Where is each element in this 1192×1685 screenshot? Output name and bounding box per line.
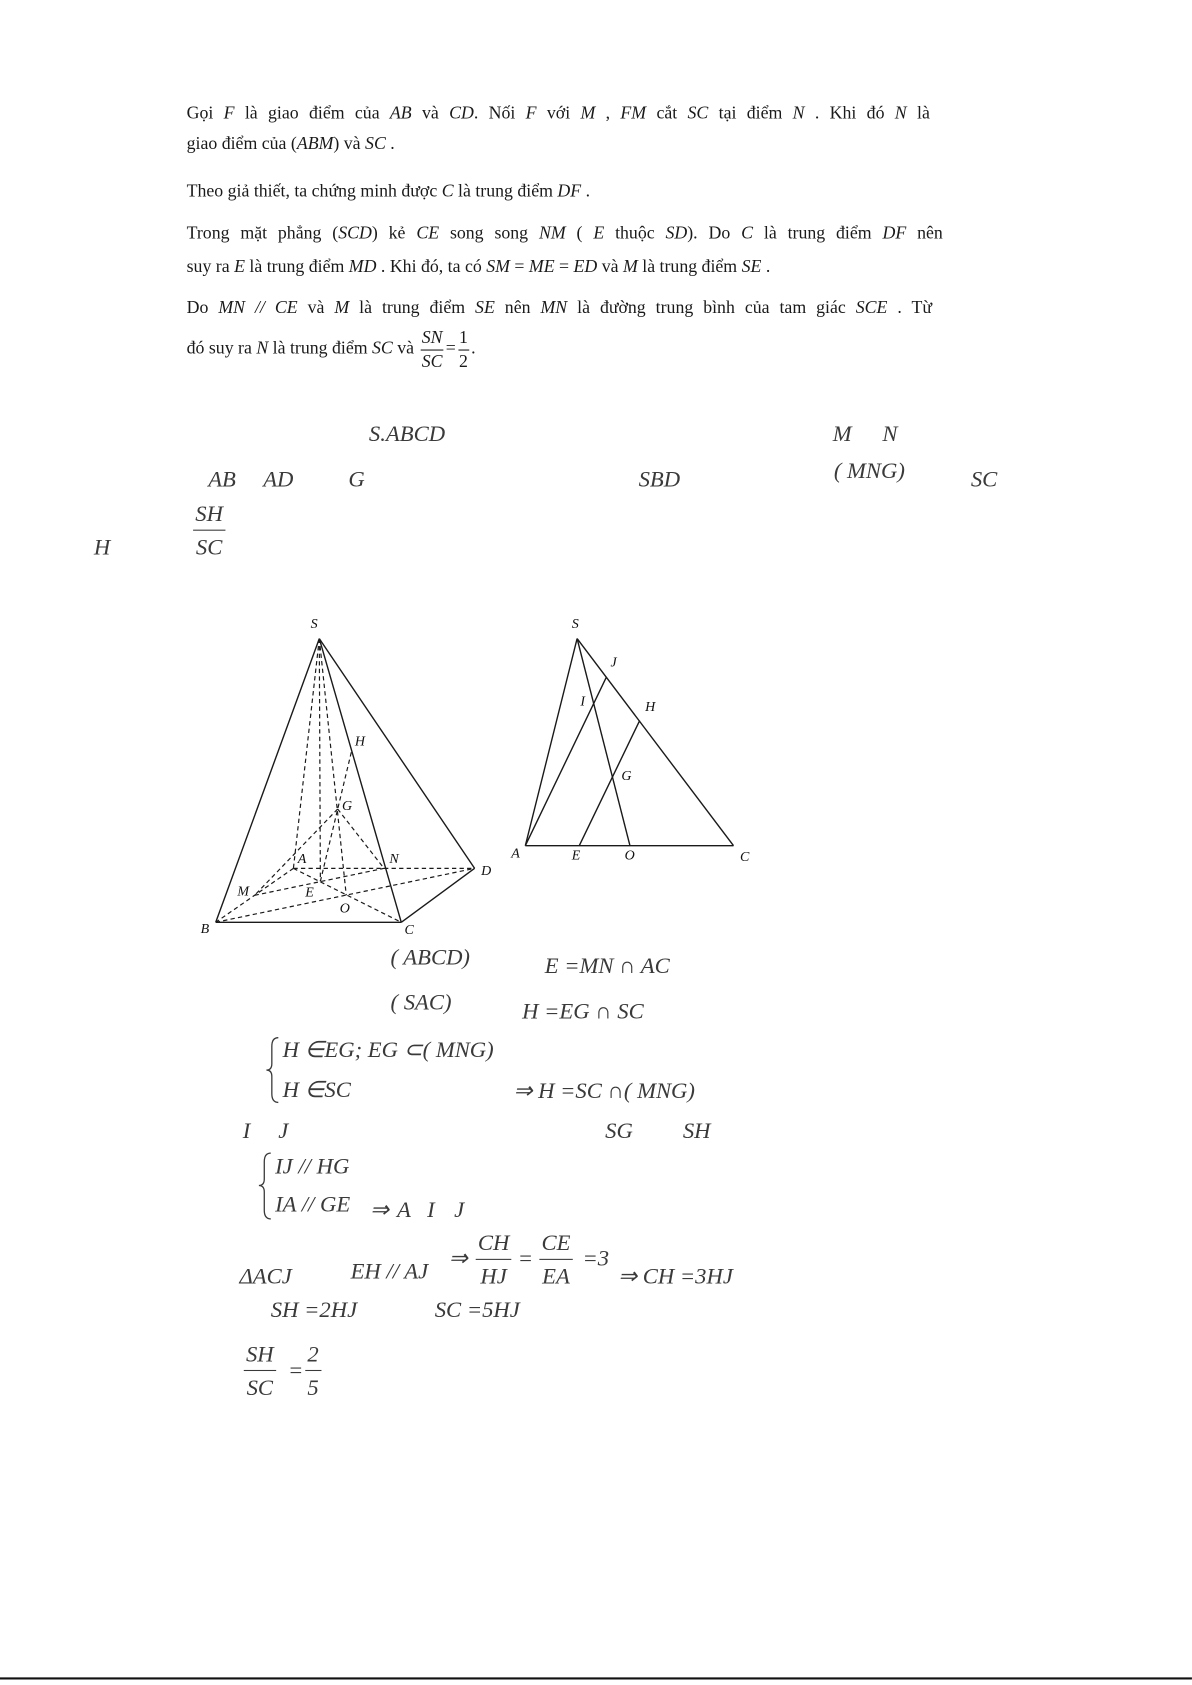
text-run: ) — [333, 132, 340, 154]
segment-aj — [525, 677, 606, 845]
label-s: S — [310, 616, 318, 632]
ratio-ch-hj — [476, 1226, 512, 1292]
math-symbol: DF — [557, 180, 582, 201]
triangle-acj: ΔACJ — [239, 1263, 292, 1290]
plane-abcd: ( ABCD) — [390, 943, 470, 970]
math-symbol: M — [622, 255, 638, 277]
collinear-i: I — [427, 1196, 435, 1223]
math-symbol: E — [234, 255, 245, 277]
math-symbol: SC — [372, 337, 393, 359]
math-symbol: FM — [620, 102, 647, 123]
math-symbol: SC — [365, 132, 386, 154]
point-i: I — [242, 1117, 251, 1144]
segment-ab: AB — [208, 465, 236, 492]
label-d: D — [481, 863, 492, 879]
math-symbol: MN — [540, 296, 568, 318]
math-symbol: ED — [573, 255, 598, 277]
text-run: . Từ — [887, 296, 932, 318]
fraction-denominator: 5 — [307, 1374, 319, 1401]
math-symbol: CD — [449, 102, 474, 123]
solution-line-4 — [187, 222, 943, 244]
plane-sac: ( SAC) — [390, 989, 452, 1016]
edge-sd — [319, 639, 474, 869]
segment-so — [319, 639, 346, 896]
text-run: ( — [332, 222, 339, 243]
text-run: song song — [439, 222, 539, 243]
point-m: M — [832, 420, 852, 447]
math-symbol: SE — [475, 296, 495, 318]
label-n: N — [389, 851, 399, 867]
text-run: Do — [186, 296, 219, 318]
math-symbol: MN // CE — [218, 296, 298, 318]
edge-sb — [216, 639, 320, 923]
label-g: G — [341, 799, 353, 815]
math-symbol: N — [894, 102, 907, 123]
text-run: Gọi — [186, 102, 224, 123]
system-1-line-1: H ∈EG; EG ⊂( MNG) — [282, 1036, 494, 1063]
parallel-eh-aj: EH // AJ — [350, 1257, 429, 1284]
math-symbol: N — [792, 102, 805, 123]
system-brace-2 — [259, 1153, 271, 1219]
text-run: kẻ — [377, 222, 417, 243]
ratio-ce-ea — [539, 1226, 572, 1292]
text-run: . Khi đó — [804, 102, 895, 123]
math-symbol: E — [593, 222, 605, 243]
text-run: là — [906, 102, 930, 123]
triangle-figure — [510, 617, 750, 865]
math-symbol: ABM — [296, 132, 334, 154]
solution-line-2 — [187, 133, 395, 155]
fraction-denominator: 2 — [459, 350, 468, 371]
text-run: ( — [565, 222, 594, 243]
final-value — [305, 1338, 321, 1404]
math-symbol: SCE — [855, 296, 888, 318]
math-symbol: CE — [416, 222, 440, 243]
fraction-numerator: CE — [539, 1226, 572, 1259]
text-run: . — [385, 132, 395, 154]
math-symbol: F — [223, 102, 235, 123]
system-2-line-1: IJ // HG — [275, 1153, 350, 1180]
triangle-sbd: SBD — [638, 465, 681, 492]
math-symbol: C — [741, 222, 753, 243]
point-n: N — [882, 420, 898, 447]
text-run: thuộc — [604, 222, 666, 243]
conclusion-1: ⇒ H =SC ∩( MNG) — [513, 1077, 695, 1104]
text-run: và — [597, 255, 623, 277]
implies-arrow: ⇒ — [369, 1196, 389, 1223]
solution-line-5 — [187, 256, 771, 278]
solution-line-1 — [187, 102, 930, 124]
text-run: nên — [494, 296, 541, 318]
math-symbol: DF — [882, 222, 907, 243]
text-run: , — [595, 102, 621, 123]
segment-se — [319, 639, 320, 882]
text-run: = — [554, 255, 574, 277]
math-symbol: N — [256, 337, 269, 359]
text-run: và — [297, 296, 335, 318]
text-run: . — [471, 337, 476, 359]
text-run: là trung điểm — [753, 222, 883, 243]
math-symbol: SC — [687, 102, 709, 123]
final-ratio-sh-sc — [244, 1338, 276, 1404]
segment-gm — [255, 809, 338, 895]
math-symbol: C — [441, 180, 454, 201]
collinear-a: A — [396, 1196, 411, 1223]
sc-equation: SC =5HJ — [434, 1296, 520, 1323]
label-m: M — [237, 884, 250, 900]
segment-so — [577, 639, 630, 846]
fraction-numerator: 1 — [458, 327, 469, 350]
math-symbol: SCD — [338, 222, 372, 243]
fraction-numerator: 2 — [305, 1338, 321, 1371]
sh-equation: SH =2HJ — [270, 1296, 358, 1323]
text-run: là trung điểm — [244, 255, 349, 277]
point-h: H — [93, 533, 111, 560]
fraction-numerator: SN — [421, 327, 444, 350]
label-i: I — [580, 694, 586, 710]
text-run: . — [581, 180, 591, 201]
fraction-numerator: SH — [244, 1338, 276, 1371]
math-symbol: MD — [348, 255, 377, 277]
math-symbol: SM — [486, 255, 510, 277]
fraction-numerator: CH — [476, 1226, 512, 1259]
final-equals-sign: = — [288, 1357, 304, 1383]
text-run: Theo giả thiết, ta chứng minh được — [186, 180, 442, 201]
text-run: và — [339, 132, 366, 154]
e-definition: E =MN ∩ AC — [544, 952, 670, 979]
text-run: đó suy ra — [186, 337, 257, 359]
label-o: O — [339, 901, 350, 917]
fraction-numerator: SH — [193, 497, 225, 530]
math-symbol: AB — [389, 102, 412, 123]
text-run: ( — [290, 132, 297, 154]
edge-sa — [525, 639, 577, 846]
label-s: S — [571, 616, 579, 632]
text-run: là giao điểm của — [234, 102, 390, 123]
text-run: là đường trung bình của tam giác — [567, 296, 856, 318]
implies-arrow-2: ⇒ — [448, 1244, 468, 1271]
solution-line-6 — [187, 297, 932, 319]
label-o: O — [624, 848, 635, 864]
text-run: cắt — [646, 102, 688, 123]
fraction-denominator: SC — [421, 350, 443, 371]
point-j: J — [278, 1117, 289, 1144]
math-symbol: F — [525, 102, 537, 123]
text-run: là trung điểm — [268, 337, 373, 359]
math-symbol: M — [334, 296, 350, 318]
segment-ad: AD — [263, 465, 294, 492]
label-g: G — [621, 768, 632, 784]
text-run: giao điểm của — [186, 132, 291, 154]
text-run: . Khi đó, ta có — [376, 255, 487, 277]
text-run: và — [392, 337, 419, 359]
label-b: B — [200, 922, 210, 938]
pyramid-figure — [201, 617, 492, 938]
solution-line-3 — [187, 180, 590, 202]
collinear-j: J — [454, 1196, 465, 1223]
text-run: là trung điểm — [349, 296, 476, 318]
text-run: Trong mặt phẳng — [186, 222, 333, 243]
h-definition: H =EG ∩ SC — [522, 997, 644, 1024]
label-a: A — [297, 851, 307, 867]
label-h: H — [354, 734, 366, 750]
system-1-line-2: H ∈SC — [282, 1076, 351, 1103]
text-run: = — [509, 255, 529, 277]
label-c: C — [404, 923, 414, 939]
text-run: là trung điểm — [637, 255, 742, 277]
segment-sh: SH — [682, 1117, 711, 1144]
result-ch: ⇒ CH =3HJ — [618, 1263, 733, 1290]
segment-eh — [320, 751, 351, 882]
math-symbol: M — [580, 102, 596, 123]
fraction-denominator: HJ — [480, 1263, 507, 1290]
text-run: ). Do — [687, 222, 742, 243]
fraction-denominator: SC — [195, 533, 223, 560]
segment-sg: SG — [605, 1117, 633, 1144]
math-symbol: SE — [741, 255, 762, 277]
system-2-line-2: IA // GE — [275, 1190, 351, 1217]
plane-mng: ( MNG) — [833, 457, 905, 484]
fraction-denominator: SC — [246, 1374, 274, 1401]
math-symbol: ME — [528, 255, 555, 277]
text-run: . — [761, 255, 771, 277]
label-a: A — [511, 846, 520, 862]
text-run: với — [536, 102, 581, 123]
text-run: và — [411, 102, 450, 123]
math-symbol: NM — [538, 222, 566, 243]
label-c: C — [739, 849, 750, 865]
system-brace-1 — [266, 1038, 278, 1103]
text-run: = — [445, 337, 456, 359]
segment-sc: SC — [970, 465, 998, 492]
label-e: E — [305, 885, 314, 901]
text-run: suy ra — [186, 255, 235, 277]
pyramid-name: S.ABCD — [368, 420, 446, 447]
text-run: ) — [371, 222, 378, 243]
point-g: G — [348, 465, 365, 492]
text-run: tại điểm — [708, 102, 793, 123]
equals-three: =3 — [582, 1244, 610, 1271]
edge-sc — [577, 639, 733, 846]
equals-sign: = — [517, 1244, 534, 1271]
text-run: nên — [906, 222, 943, 243]
inline-fraction — [458, 327, 469, 373]
text-run: là trung điểm — [453, 180, 558, 201]
math-symbol: SD — [665, 222, 688, 243]
inline-fraction — [421, 327, 444, 373]
solution-line-7 — [187, 327, 476, 373]
label-h: H — [645, 699, 656, 715]
label-j: J — [610, 655, 617, 671]
text-run: . Nối — [473, 102, 526, 123]
label-e: E — [571, 848, 581, 864]
fraction-denominator: EA — [542, 1263, 570, 1290]
ratio-sh-sc — [193, 497, 225, 563]
